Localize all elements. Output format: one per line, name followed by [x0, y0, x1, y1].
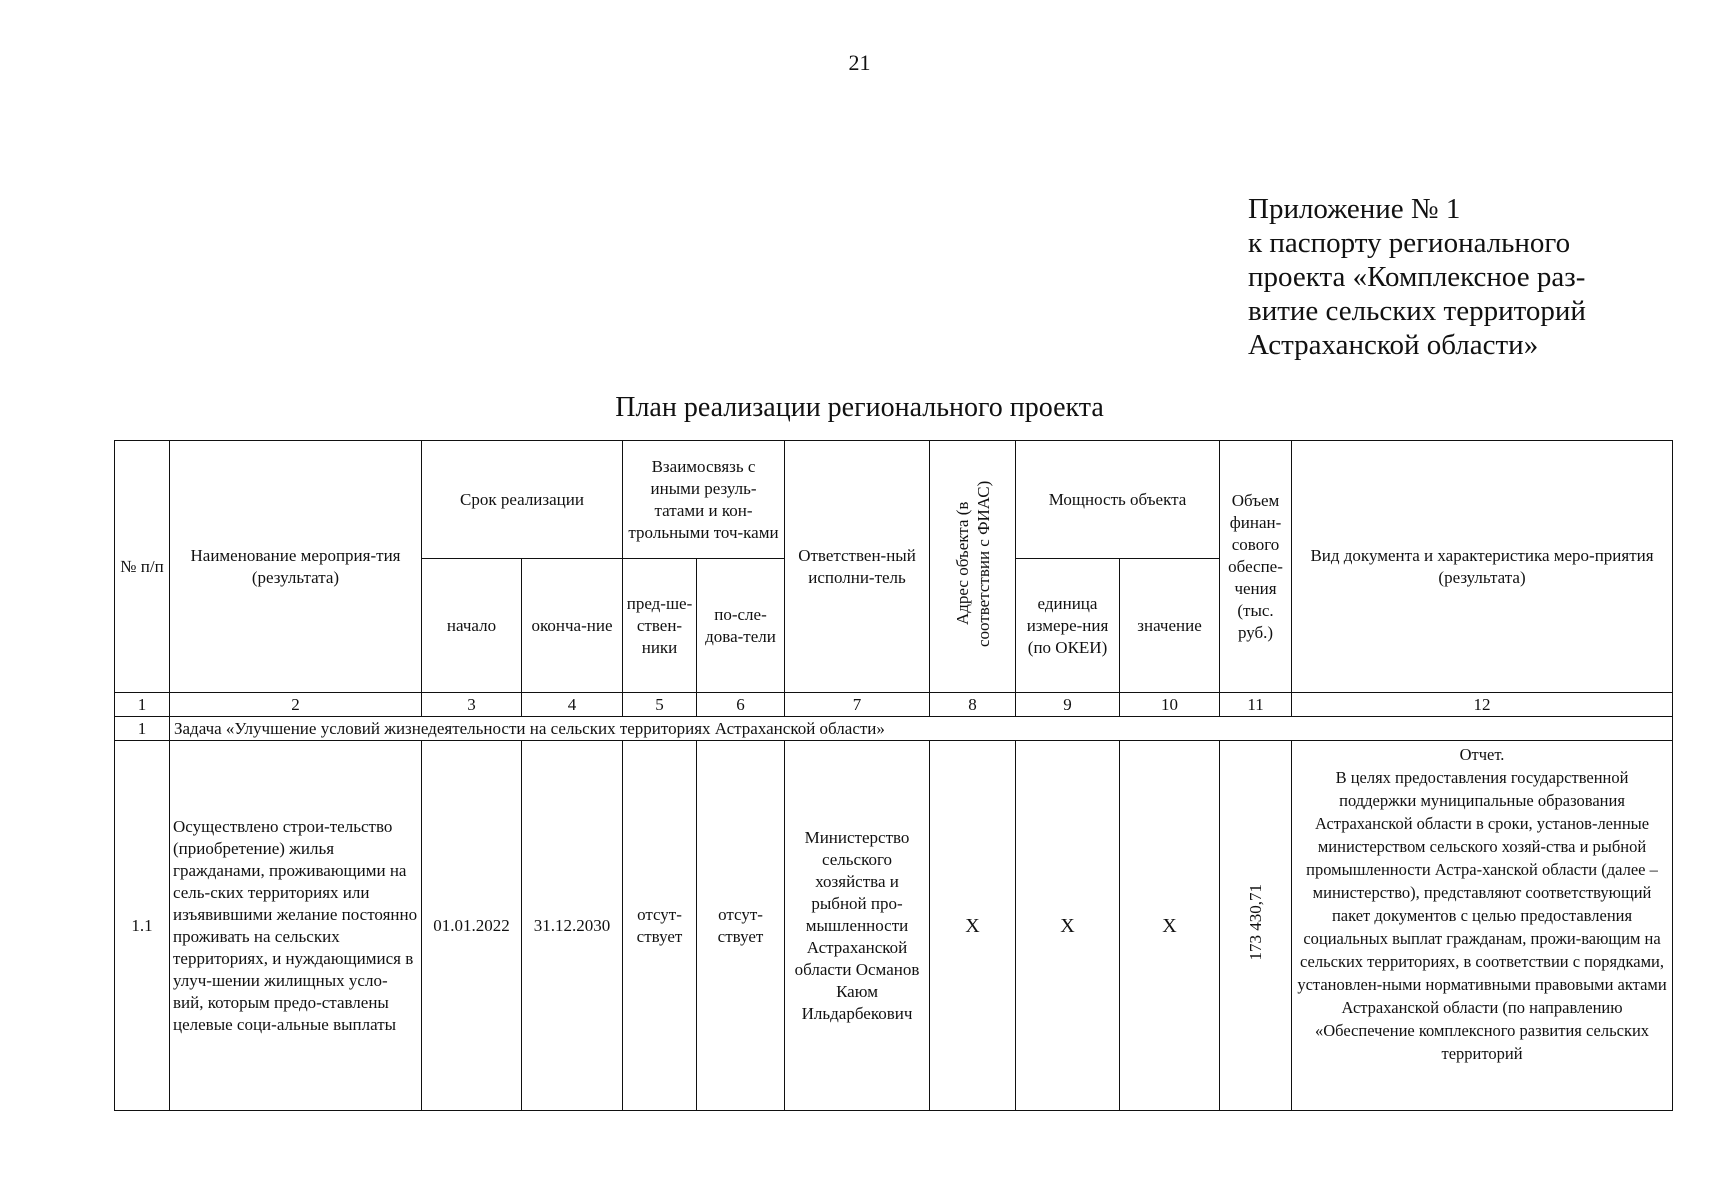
header-pred: пред-ше-ствен-ники [623, 559, 697, 693]
row-end: 31.12.2030 [522, 741, 623, 1111]
header-row [115, 441, 1673, 559]
header-address-text: Адрес объекта (в соответствии с ФИАС) [952, 480, 993, 647]
column-number: 5 [623, 693, 697, 717]
column-number: 3 [422, 693, 522, 717]
column-number: 12 [1292, 693, 1673, 717]
column-number: 11 [1220, 693, 1292, 717]
column-number: 1 [115, 693, 170, 717]
header-end: оконча-ние [522, 559, 623, 693]
row-name: Осуществлено строи-тельство (приобретение) жилья гражданами, проживающими на сель-ских территориях или изъявившими желание постоянно проживать на сельских территориях, и нуждающимися в улуч-шении жилищных усло-вий, которым предо-ставлены целевые соци-альные выплаты [170, 741, 422, 1111]
table-row [115, 741, 1673, 1111]
column-number: 4 [522, 693, 623, 717]
plan-title: План реализации регионального проекта [615, 392, 1104, 423]
header-value: значение [1120, 559, 1220, 693]
row-doc-text: В целях предоставления государственной поддержки муниципальные образования Астраханской области в сроки, установ-ленные министерством сельского хозяй-ства и рыбной промышленности Астра-ханской области (далее – министерство), представляют соответствующий пакет документов с целью предоставления социальных выплат гражданам, прожи-вающим на сельских территориях, в соответствии с порядками, установлен-ными нормативными правовыми актами Астраханской области (по направлению «Обеспечение комплексного развития сельских территорий [1297, 768, 1667, 1063]
row-responsible: Министерство сельского хозяйства и рыбной про-мышленности Астраханской области Османов Каюм Ильдарбекович [785, 741, 930, 1111]
column-number-row [115, 693, 1673, 717]
page-number: 21 [848, 50, 871, 75]
appendix-line: проекта «Комплексное раз- [1248, 261, 1586, 293]
plan-table [114, 440, 1673, 1111]
task-row [115, 717, 1673, 741]
appendix-line: к паспорту регионального [1248, 227, 1571, 259]
appendix-line: витие сельских территорий [1248, 295, 1586, 327]
header-doc: Вид документа и характеристика меро-приятия (результата) [1292, 441, 1673, 693]
task-title: Задача «Улучшение условий жизнедеятельности на сельских территориях Астраханской области» [170, 717, 1673, 741]
header-address [930, 441, 1016, 693]
row-pred: отсут-ствует [623, 741, 697, 1111]
column-number: 6 [697, 693, 785, 717]
header-link: Взаимосвязь с иными резуль-татами и кон-трольными точ-ками [623, 441, 785, 559]
column-number: 9 [1016, 693, 1120, 717]
row-unit: Х [1016, 741, 1120, 1111]
row-address: Х [930, 741, 1016, 1111]
row-finance [1220, 741, 1292, 1111]
column-number: 7 [785, 693, 930, 717]
header-finance: Объем финан-сового обеспе-чения (тыс. руб.) [1220, 441, 1292, 693]
row-doc [1292, 741, 1673, 1111]
row-value: Х [1120, 741, 1220, 1111]
appendix-note [1248, 192, 1688, 362]
header-responsible: Ответствен-ный исполни-тель [785, 441, 930, 693]
header-name: Наименование мероприя-тия (результата) [170, 441, 422, 693]
header-period: Срок реализации [422, 441, 623, 559]
header-start: начало [422, 559, 522, 693]
header-post: по-сле-дова-тели [697, 559, 785, 693]
row-num: 1.1 [115, 741, 170, 1111]
header-num: № п/п [115, 441, 170, 693]
header-capacity: Мощность объекта [1016, 441, 1220, 559]
column-number: 8 [930, 693, 1016, 717]
row-doc-title: Отчет. [1459, 745, 1505, 764]
column-number: 10 [1120, 693, 1220, 717]
task-num: 1 [115, 717, 170, 741]
row-finance-text: 173 430,71 [1246, 884, 1266, 961]
appendix-line: Астраханской области» [1248, 329, 1539, 361]
column-number: 2 [170, 693, 422, 717]
appendix-line: Приложение № 1 [1248, 193, 1461, 225]
row-post: отсут-ствует [697, 741, 785, 1111]
header-unit: единица измере-ния (по ОКЕИ) [1016, 559, 1120, 693]
row-start: 01.01.2022 [422, 741, 522, 1111]
